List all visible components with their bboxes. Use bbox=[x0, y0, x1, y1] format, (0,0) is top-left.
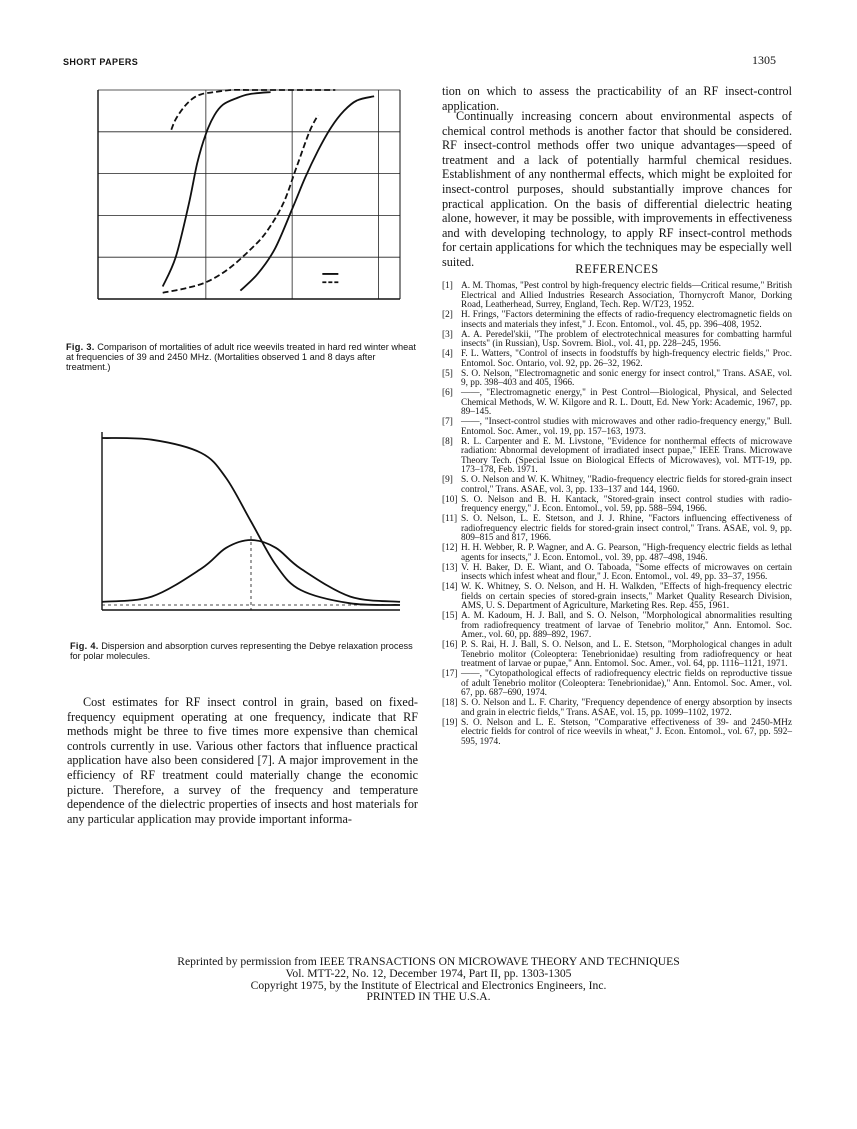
reference-item bbox=[442, 331, 792, 350]
reprint-line-1: Reprinted by permission from IEEE TRANSACTIONS ON MICROWAVE THEORY AND TECHNIQUES bbox=[177, 955, 680, 968]
reference-item bbox=[442, 350, 792, 369]
reference-item bbox=[442, 544, 792, 563]
reference-number: [18] bbox=[442, 698, 458, 708]
reference-text: S. O. Nelson and L. F. Charity, "Frequency dependence of energy absorption by insects and grain in electric fields," Trans. ASAE, vol. 15, pp. 1099–1102, 1972. bbox=[461, 698, 792, 718]
left-column-paragraph: Cost estimates for RF insect control in grain, based on fixed-frequency equipment operating at one frequency, indicate that RF methods might be three to five times more expensive than chemical controls currently in use. Various other factors that influence practical application have also been considered [7]. A major improvement in the efficiency of RF treatment could materially change the economic picture. Therefore, a survey of the frequency and temperature dependence of the dielectric properties of insects and host materials for any particular application may provide important informa- bbox=[67, 695, 418, 826]
page-number: 1305 bbox=[752, 53, 776, 67]
reference-item bbox=[442, 476, 792, 495]
reference-number: [7] bbox=[442, 417, 453, 427]
reference-text: W. K. Whitney, S. O. Nelson, and H. H. Walkden, "Effects of high-frequency electric fields on certain species of stored-grain insects," Market Quality Research Division, AMS, U. S. Department of Agriculture, Marketing Res. Rep. 455, 1961. bbox=[461, 582, 792, 611]
reference-text: F. L. Watters, "Control of insects in foodstuffs by high-frequency electric fields," Proc. Entomol. Soc. Ontario, vol. 92, pp. 26–32, 1962. bbox=[461, 349, 792, 369]
reference-number: [15] bbox=[442, 611, 458, 621]
reference-number: [16] bbox=[442, 640, 458, 650]
reference-text: R. L. Carpenter and E. M. Livstone, "Evidence for nonthermal effects of microwave radiation: Abnormal development of irradiated insect pupae," IEEE Trans. Microwave Theory Tech. (Special Issue on Biological Effects of Microwaves), vol. MTT-19, pp. 173–178, Feb. 1971. bbox=[461, 436, 792, 475]
figure-4-debye-chart bbox=[60, 420, 420, 645]
reference-item bbox=[442, 719, 792, 748]
reference-item bbox=[442, 389, 792, 418]
figure-3-caption bbox=[66, 342, 419, 372]
reference-item bbox=[442, 496, 792, 515]
right-column-paragraph-2: Continually increasing concern about environmental aspects of chemical control methods is another factor that should be considered. RF insect-control methods offer two unique advantages—speed of treatment and a lack of potentially harmful chemical residues. Establishment of any nonthermal effects, which might be exploited for insect-control purposes, should substantially improve chances for practical application. On the basis of differential dielectric heating alone, however, it may be possible, with improvements in effectiveness and with developing technology, to apply RF insect-control methods for certain applications for which the techniques may be especially well suited. bbox=[442, 109, 792, 269]
reference-item bbox=[442, 641, 792, 670]
reference-number: [14] bbox=[442, 582, 458, 592]
figure-4-caption bbox=[70, 641, 422, 661]
reprint-line-2: Vol. MTT-22, No. 12, December 1974, Part II, pp. 1303-1305 bbox=[285, 966, 572, 980]
reference-text: ——, "Electromagnetic energy," in Pest Control—Biological, Physical, and Selected Chemical Methods, W. W. Kilgore and R. L. Doutt, Ed. New York: Academic, 1967, pp. 89–145. bbox=[461, 388, 792, 417]
running-header: SHORT PAPERS bbox=[63, 57, 139, 67]
reference-number: [3] bbox=[442, 329, 453, 340]
reference-text: S. O. Nelson, L. E. Stetson, and J. J. Rhine, "Factors influencing effectiveness of radiofrequency electric fields for stored-grain insect control," Trans. ASAE, vol. 9, pp. 809–815 and 817, 1966. bbox=[461, 514, 792, 543]
figure-3-caption-text: Comparison of mortalities of adult rice weevils treated in hard red winter wheat at frequencies of 39 and 2450 MHz. (Mortalities observed 1 and 8 days after treatment.) bbox=[66, 342, 416, 372]
references-list bbox=[442, 282, 792, 748]
reference-number: [12] bbox=[442, 543, 458, 553]
reference-item bbox=[442, 370, 792, 389]
reference-text: S. O. Nelson, "Electromagnetic and sonic energy for insect control," Trans. ASAE, vol. 9, pp. 398–403 and 405, 1966. bbox=[461, 368, 792, 388]
reference-number: [9] bbox=[442, 475, 453, 485]
figure-3-label: Fig. 3. bbox=[66, 342, 95, 352]
series-line bbox=[240, 96, 374, 290]
reference-text: S. O. Nelson and L. E. Stetson, "Comparative effectiveness of 39- and 2450-MHz electric fields for control of rice weevils in wheat," J. Econ. Entomol., vol. 67, pp. 592–595, 1974. bbox=[461, 717, 792, 747]
reference-text: A. M. Kadoum, H. J. Ball, and S. O. Nelson, "Morphological abnormalities resulting from radiofrequency treatment of larvae of Tenebrio molitor," Ann. Entomol. Soc. Amer., vol. 60, pp. 889–892, 1967. bbox=[461, 611, 792, 640]
reference-item bbox=[442, 564, 792, 583]
reference-item bbox=[442, 515, 792, 544]
reference-number: [8] bbox=[442, 436, 453, 447]
reference-text: ——, "Cytopathological effects of radiofrequency electric fields on reproductive tissue of adult Tenebrio molitor (Coleoptera: Tenebrionidae)," Ann. Entomol. Soc. Amer., vol. 67, pp. 687–690, 1974. bbox=[461, 669, 792, 698]
reference-number: [17] bbox=[442, 669, 458, 679]
right-column-paragraph-1: tion on which to assess the practicability of an RF insect-control application. bbox=[442, 84, 792, 113]
reference-text: P. S. Rai, H. J. Ball, S. O. Nelson, and L. E. Stetson, "Morphological changes in adult Tenebrio molitor (Coleoptera: Tenebrionidae) resulting from radiofrequency or heat treatment of larvae or pupae," Ann. Entomol. Soc. Amer., vol. 64, pp. 1116–1121, 1971. bbox=[461, 640, 792, 669]
reference-item bbox=[442, 699, 792, 718]
reference-number: [19] bbox=[442, 717, 458, 728]
reference-number: [4] bbox=[442, 349, 453, 359]
reference-number: [2] bbox=[442, 310, 453, 320]
reference-item bbox=[442, 418, 792, 437]
reference-text: S. O. Nelson and W. K. Whitney, "Radio-frequency electric fields for stored-grain insect control," Trans. ASAE, vol. 3, pp. 133–137 and 144, 1960. bbox=[461, 475, 792, 495]
reference-number: [5] bbox=[442, 368, 453, 379]
reference-text: S. O. Nelson and B. H. Kantack, "Stored-grain insect control studies with radio-frequency energy," J. Econ. Entomol., vol. 59, pp. 588–594, 1966. bbox=[461, 494, 792, 514]
reference-number: [10] bbox=[442, 494, 458, 505]
reference-text: H. Frings, "Factors determining the effects of radio-frequency electromagnetic fields on insects and materials they infest," J. Econ. Entomol., vol. 45, pp. 396–408, 1952. bbox=[461, 310, 792, 330]
reference-number: [11] bbox=[442, 514, 458, 524]
reference-text: V. H. Baker, D. E. Wiant, and O. Taboada, "Some effects of microwaves on certain insects which infest wheat and flour," J. Econ. Entomol., vol. 49, pp. 33–37, 1956. bbox=[461, 562, 792, 582]
reference-item bbox=[442, 438, 792, 476]
reference-number: [13] bbox=[442, 562, 458, 573]
reference-text: H. H. Webber, R. P. Wagner, and A. G. Pearson, "High-frequency electric fields as lethal agents for insects," J. Econ. Entomol., vol. 39, pp. 487–498, 1946. bbox=[461, 543, 792, 563]
figure-4-caption-text: Dispersion and absorption curves representing the Debye relaxation process for polar molecules. bbox=[70, 641, 413, 661]
reprint-line-4: PRINTED IN THE U.S.A. bbox=[366, 990, 491, 1004]
reprint-line-3: Copyright 1975, by the Institute of Electrical and Electronics Engineers, Inc. bbox=[250, 978, 607, 992]
figure-4-label: Fig. 4. bbox=[70, 641, 99, 651]
reference-item bbox=[442, 583, 792, 612]
reference-item bbox=[442, 282, 792, 311]
series-line bbox=[171, 90, 335, 130]
figure-3-mortality-chart bbox=[60, 85, 420, 345]
reference-item bbox=[442, 612, 792, 641]
reference-text: ——, "Insect-control studies with microwaves and other radio-frequency energy," Bull. Entomol. Soc. Amer., vol. 19, pp. 157–163, 1973. bbox=[461, 417, 792, 437]
reference-item bbox=[442, 311, 792, 330]
reference-number: [1] bbox=[442, 281, 453, 291]
reprint-notice bbox=[100, 956, 757, 1003]
references-heading: REFERENCES bbox=[575, 262, 659, 276]
reference-text: A. M. Thomas, "Pest control by high-frequency electric fields—Critical resume," British Electrical and Allied Industries Research Association, Thornycroft Manor, Dorking Road, Leatherhead, Surrey, England, Tech. Rep. W/T23, 1952. bbox=[461, 281, 792, 310]
reference-number: [6] bbox=[442, 388, 453, 398]
reference-text: A. A. Peredel'skii, "The problem of electrotechnical measures for combatting harmful insects" (in Russian), Usp. Sovrem. Biol., vol. 41, pp. 228–245, 1956. bbox=[461, 329, 792, 349]
reference-item bbox=[442, 670, 792, 699]
